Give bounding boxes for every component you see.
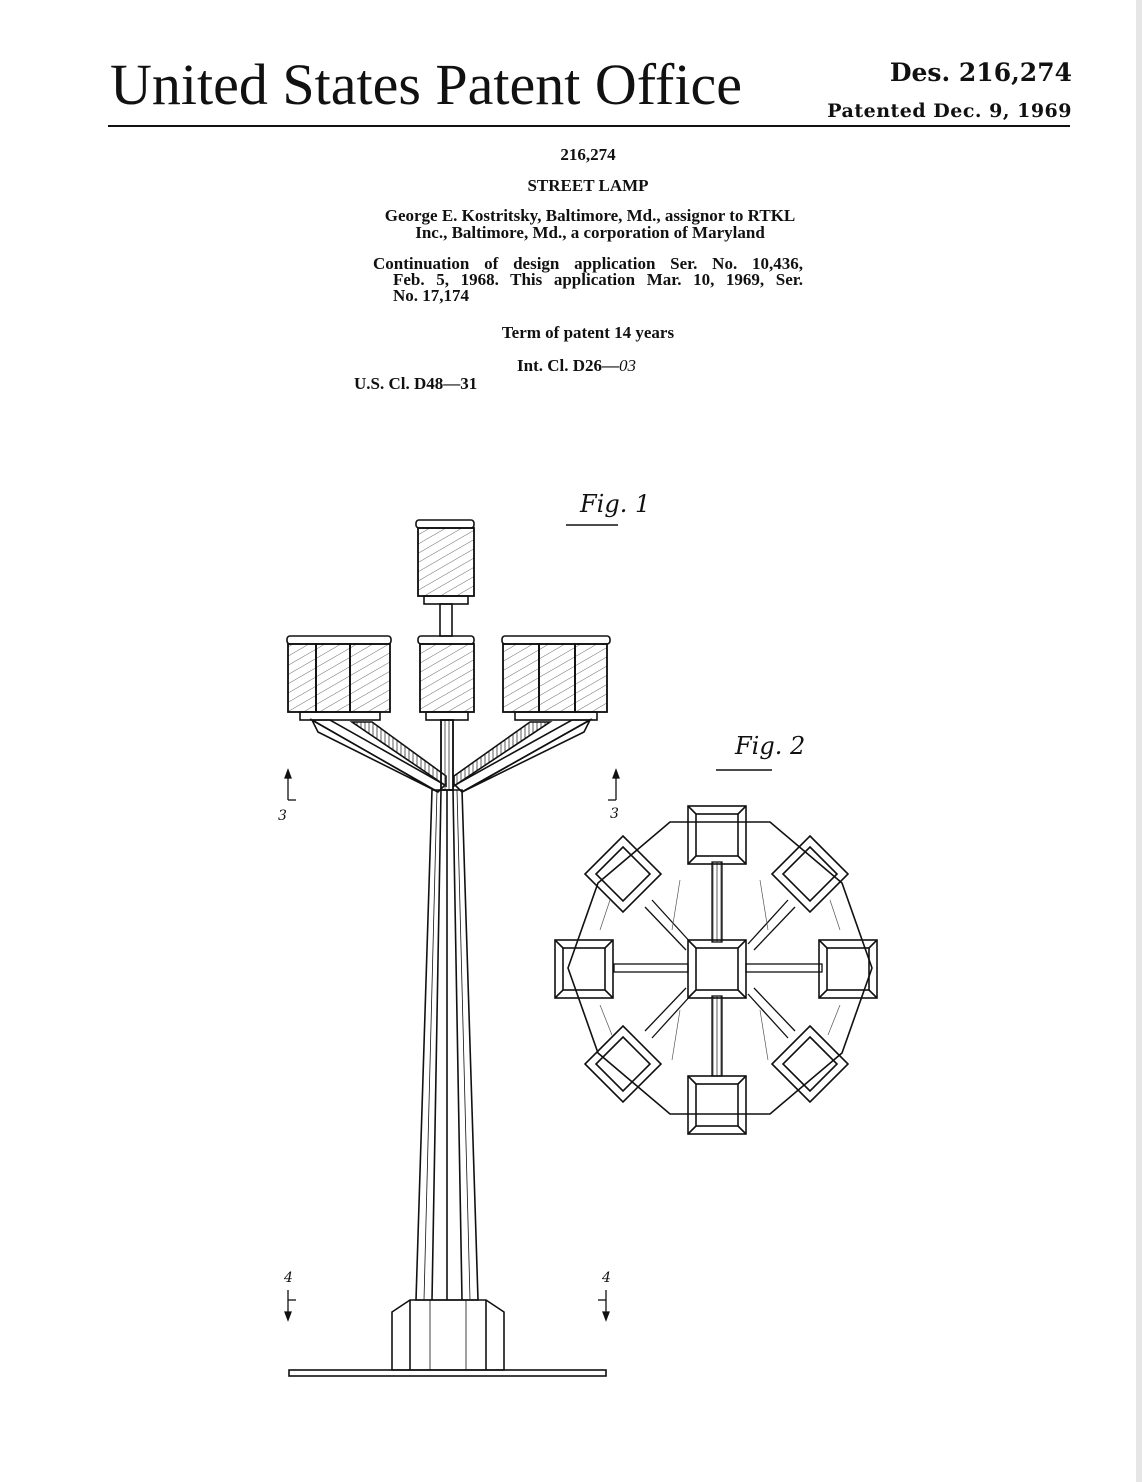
lamp-column	[416, 790, 478, 1300]
design-number: Des. 216,274	[889, 58, 1072, 87]
right-lantern-cluster	[502, 636, 610, 720]
continuation-line-3: No. 17,174	[393, 286, 470, 305]
int-cl-label: Int. Cl. D26—	[517, 356, 620, 375]
lamp-elevation	[287, 520, 610, 1376]
plan-spokes	[614, 862, 822, 1076]
patent-number: 216,274	[560, 145, 616, 164]
section-4-right: 4	[602, 1270, 611, 1286]
continuation-line-2: Feb. 5, 1968. This application Mar. 10, 1969, Ser.	[393, 270, 803, 289]
plan-lantern-top-left	[585, 836, 661, 912]
plan-lantern-top	[688, 806, 746, 864]
center-lantern	[418, 636, 474, 720]
section-4-left: 4	[284, 1270, 293, 1286]
int-cl-sub: 03	[619, 356, 637, 375]
plan-lantern-right	[819, 940, 877, 998]
inventor-line-2: Inc., Baltimore, Md., a corporation of Maryland	[415, 223, 765, 242]
section-3-right: 3	[610, 806, 619, 822]
lamp-base	[289, 1300, 606, 1376]
top-lantern	[416, 520, 474, 636]
plan-lantern-left	[555, 940, 613, 998]
fig2-label: Fig. 2	[735, 732, 806, 760]
section-3-left: 3	[278, 808, 287, 824]
lamp-arms	[312, 720, 590, 792]
office-title: United States Patent Office	[110, 52, 742, 117]
plan-lantern-bottom	[688, 1076, 746, 1134]
lamp-plan-view	[555, 806, 877, 1134]
plan-lantern-bottom-left	[585, 1026, 661, 1102]
plan-lantern-top-right	[772, 836, 848, 912]
continuation-line-1: Continuation of design application Ser. No. 10,436,	[373, 254, 803, 273]
left-lantern-cluster	[287, 636, 391, 720]
plan-lantern-bottom-right	[772, 1026, 848, 1102]
inventor-line-1: George E. Kostritsky, Baltimore, Md., assignor to RTKL	[384, 206, 796, 225]
patented-date: Patented Dec. 9, 1969	[827, 100, 1072, 122]
section-markers	[285, 770, 619, 1320]
us-cl: U.S. Cl. D48—31	[354, 374, 478, 393]
plan-center-lantern	[688, 940, 746, 998]
fig1-label: Fig. 1	[580, 490, 651, 518]
patent-title: STREET LAMP	[527, 176, 649, 195]
patent-term: Term of patent 14 years	[501, 323, 675, 342]
